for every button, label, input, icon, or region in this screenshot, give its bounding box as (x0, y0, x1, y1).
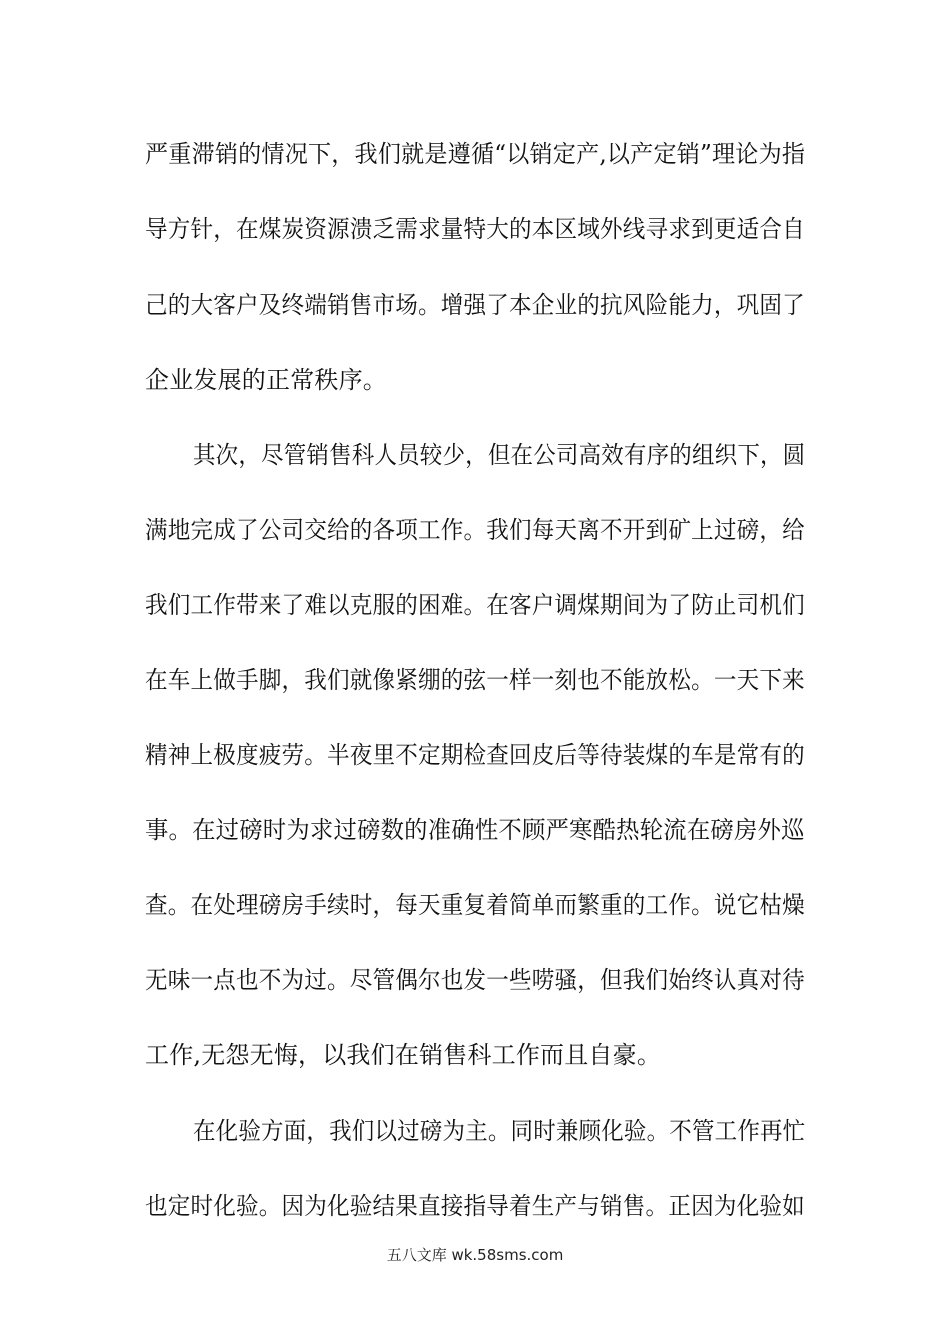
text-line: 也定时化验。因为化验结果直接指导着生产与销售。正因为化验如 (145, 1192, 805, 1220)
text-line: 己的大客户及终端销售市场。增强了本企业的抗风险能力，巩固了 (145, 291, 805, 319)
paragraph-first-line: 在化验方面，我们以过磅为主。同时兼顾化验。不管工作再忙 (193, 1117, 806, 1145)
text-line: 我们工作带来了难以克服的困难。在客户调煤期间为了防止司机们 (145, 591, 805, 619)
text-line: 导方针，在煤炭资源溃乏需求量特大的本区域外线寻求到更适合自 (145, 215, 805, 243)
page-footer: 五八文库 wk.58sms.com (386, 1246, 564, 1264)
text-line: 事。在过磅时为求过磅数的准确性不顾严寒酷热轮流在磅房外巡 (145, 816, 805, 844)
text-line: 无味一点也不为过。尽管偶尔也发一些唠骚，但我们始终认真对待 (145, 966, 805, 994)
text-line: 企业发展的正常秩序。 (145, 366, 387, 394)
text-line: 在车上做手脚，我们就像紧绷的弦一样一刻也不能放松。一天下来 (145, 666, 805, 694)
text-line: 精神上极度疲劳。半夜里不定期检查回皮后等待装煤的车是常有的 (145, 741, 805, 769)
text-line: 满地完成了公司交给的各项工作。我们每天离不开到矿上过磅，给 (145, 516, 805, 544)
paragraph-first-line: 其次，尽管销售科人员较少，但在公司高效有序的组织下，圆 (193, 441, 806, 469)
text-line: 严重滞销的情况下，我们就是遵循“以销定产,以产定销”理论为指 (145, 140, 806, 168)
text-line: 工作,无怨无悔，以我们在销售科工作而且自豪。 (145, 1041, 662, 1069)
text-line: 查。在处理磅房手续时，每天重复着简单而繁重的工作。说它枯燥 (145, 891, 805, 919)
